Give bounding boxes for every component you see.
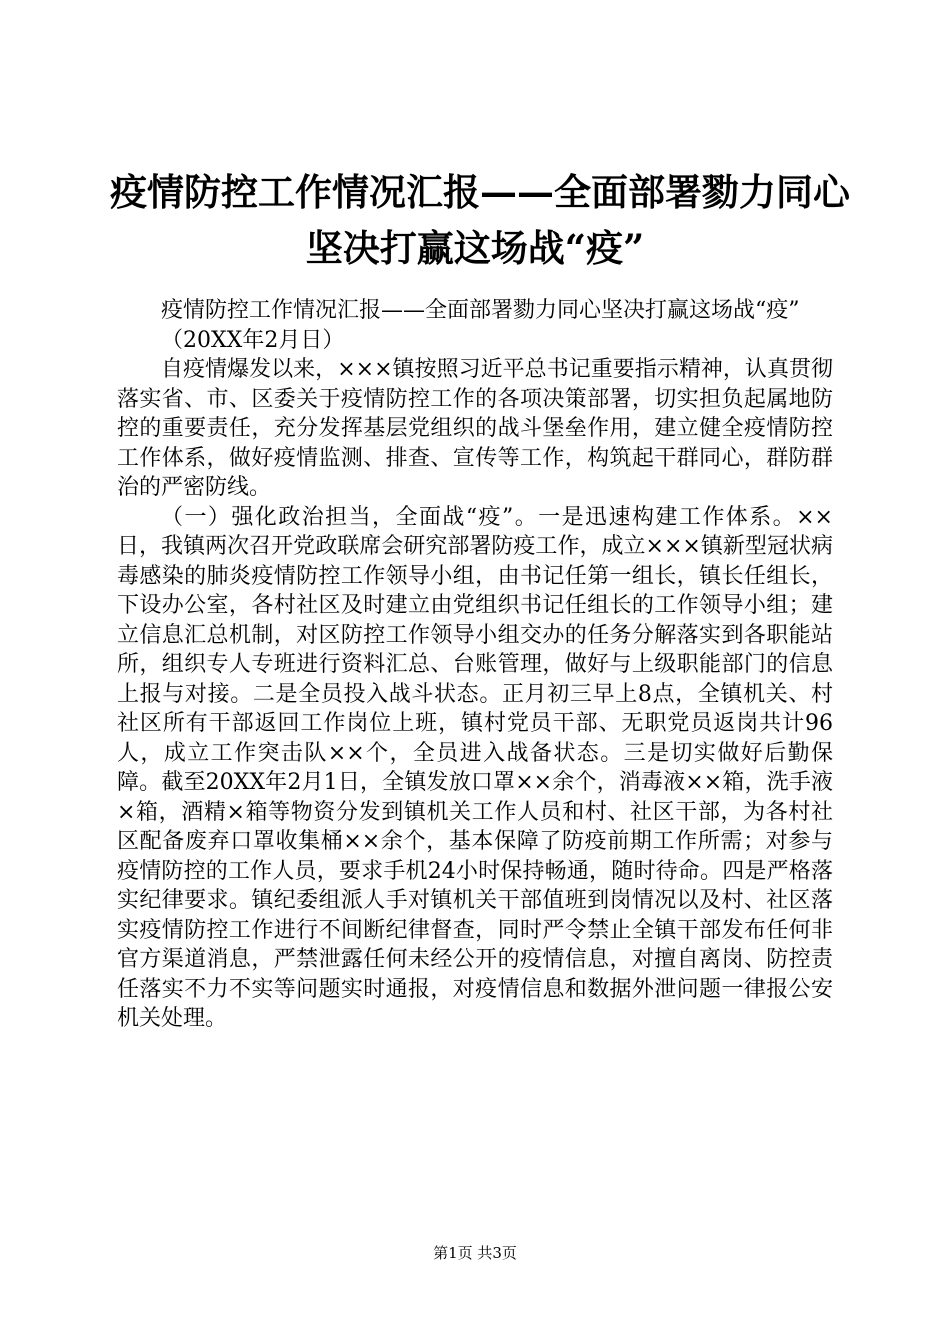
document-title-line-1: 疫情防控工作情况汇报——全面部署勠力同心 [110, 170, 850, 214]
body-paragraph-date: （20XX年2月日） [161, 327, 345, 353]
document-body [117, 296, 833, 1034]
page-footer: 第1页 共3页 [433, 1244, 517, 1262]
body-paragraph-heading: 疫情防控工作情况汇报——全面部署勠力同心坚决打赢这场战“疫” [161, 298, 800, 323]
body-paragraph-section-1: （一）强化政治担当，全面战“疫”。一是迅速构建工作体系。××日，我镇两次召开党政联席会研究部署防疫工作，成立×××镇新型冠状病毒感染的肺炎疫情防控工作领导小组，由书记任第一组长，镇长任组长，下设办公室，各村社区及时建立由党组织书记任组长的工作领导小组；建立信息汇总机制，对区防控工作领导小组交办的任务分解落实到各职能站所，组织专人专班进行资料汇总、台账管理，做好与上级职能部门的信息上报与对接。二是全员投入战斗状态。正月初三早上8点，全镇机关、村社区所有干部返回工作岗位上班，镇村党员干部、无职党员返岗共计96人，成立工作突击队××个，全员进入战备状态。三是切实做好后勤保障。截至20XX年2月1日，全镇发放口罩××余个，消毒液××箱，洗手液×箱，酒精×箱等物资分发到镇机关工作人员和村、社区干部，为各村社区配备废弃口罩收集桶××余个，基本保障了防疫前期工作所需；对参与疫情防控的工作人员，要求手机24小时保持畅通，随时待命。四是严格落实纪律要求。镇纪委组派人手对镇机关干部值班到岗情况以及村、社区落实疫情防控工作进行不间断纪律督查，同时严令禁止全镇干部发布任何非官方渠道消息，严禁泄露任何未经公开的疫情信息，对擅自离岗、防控责任落实不力不实等问题实时通报，对疫情信息和数据外泄问题一律报公安机关处理。 [117, 504, 833, 1031]
body-paragraph-intro: 自疫情爆发以来，×××镇按照习近平总书记重要指示精神，认真贯彻落实省、市、区委关于疫情防控工作的各项决策部署，切实担负起属地防控的重要责任，充分发挥基层党组织的战斗堡垒作用，建立健全疫情防控工作体系，做好疫情监测、排查、宣传等工作，构筑起干群同心，群防群治的严密防线。 [117, 357, 833, 500]
document-title-line-2: 坚决打赢这场战“疫” [305, 226, 645, 270]
